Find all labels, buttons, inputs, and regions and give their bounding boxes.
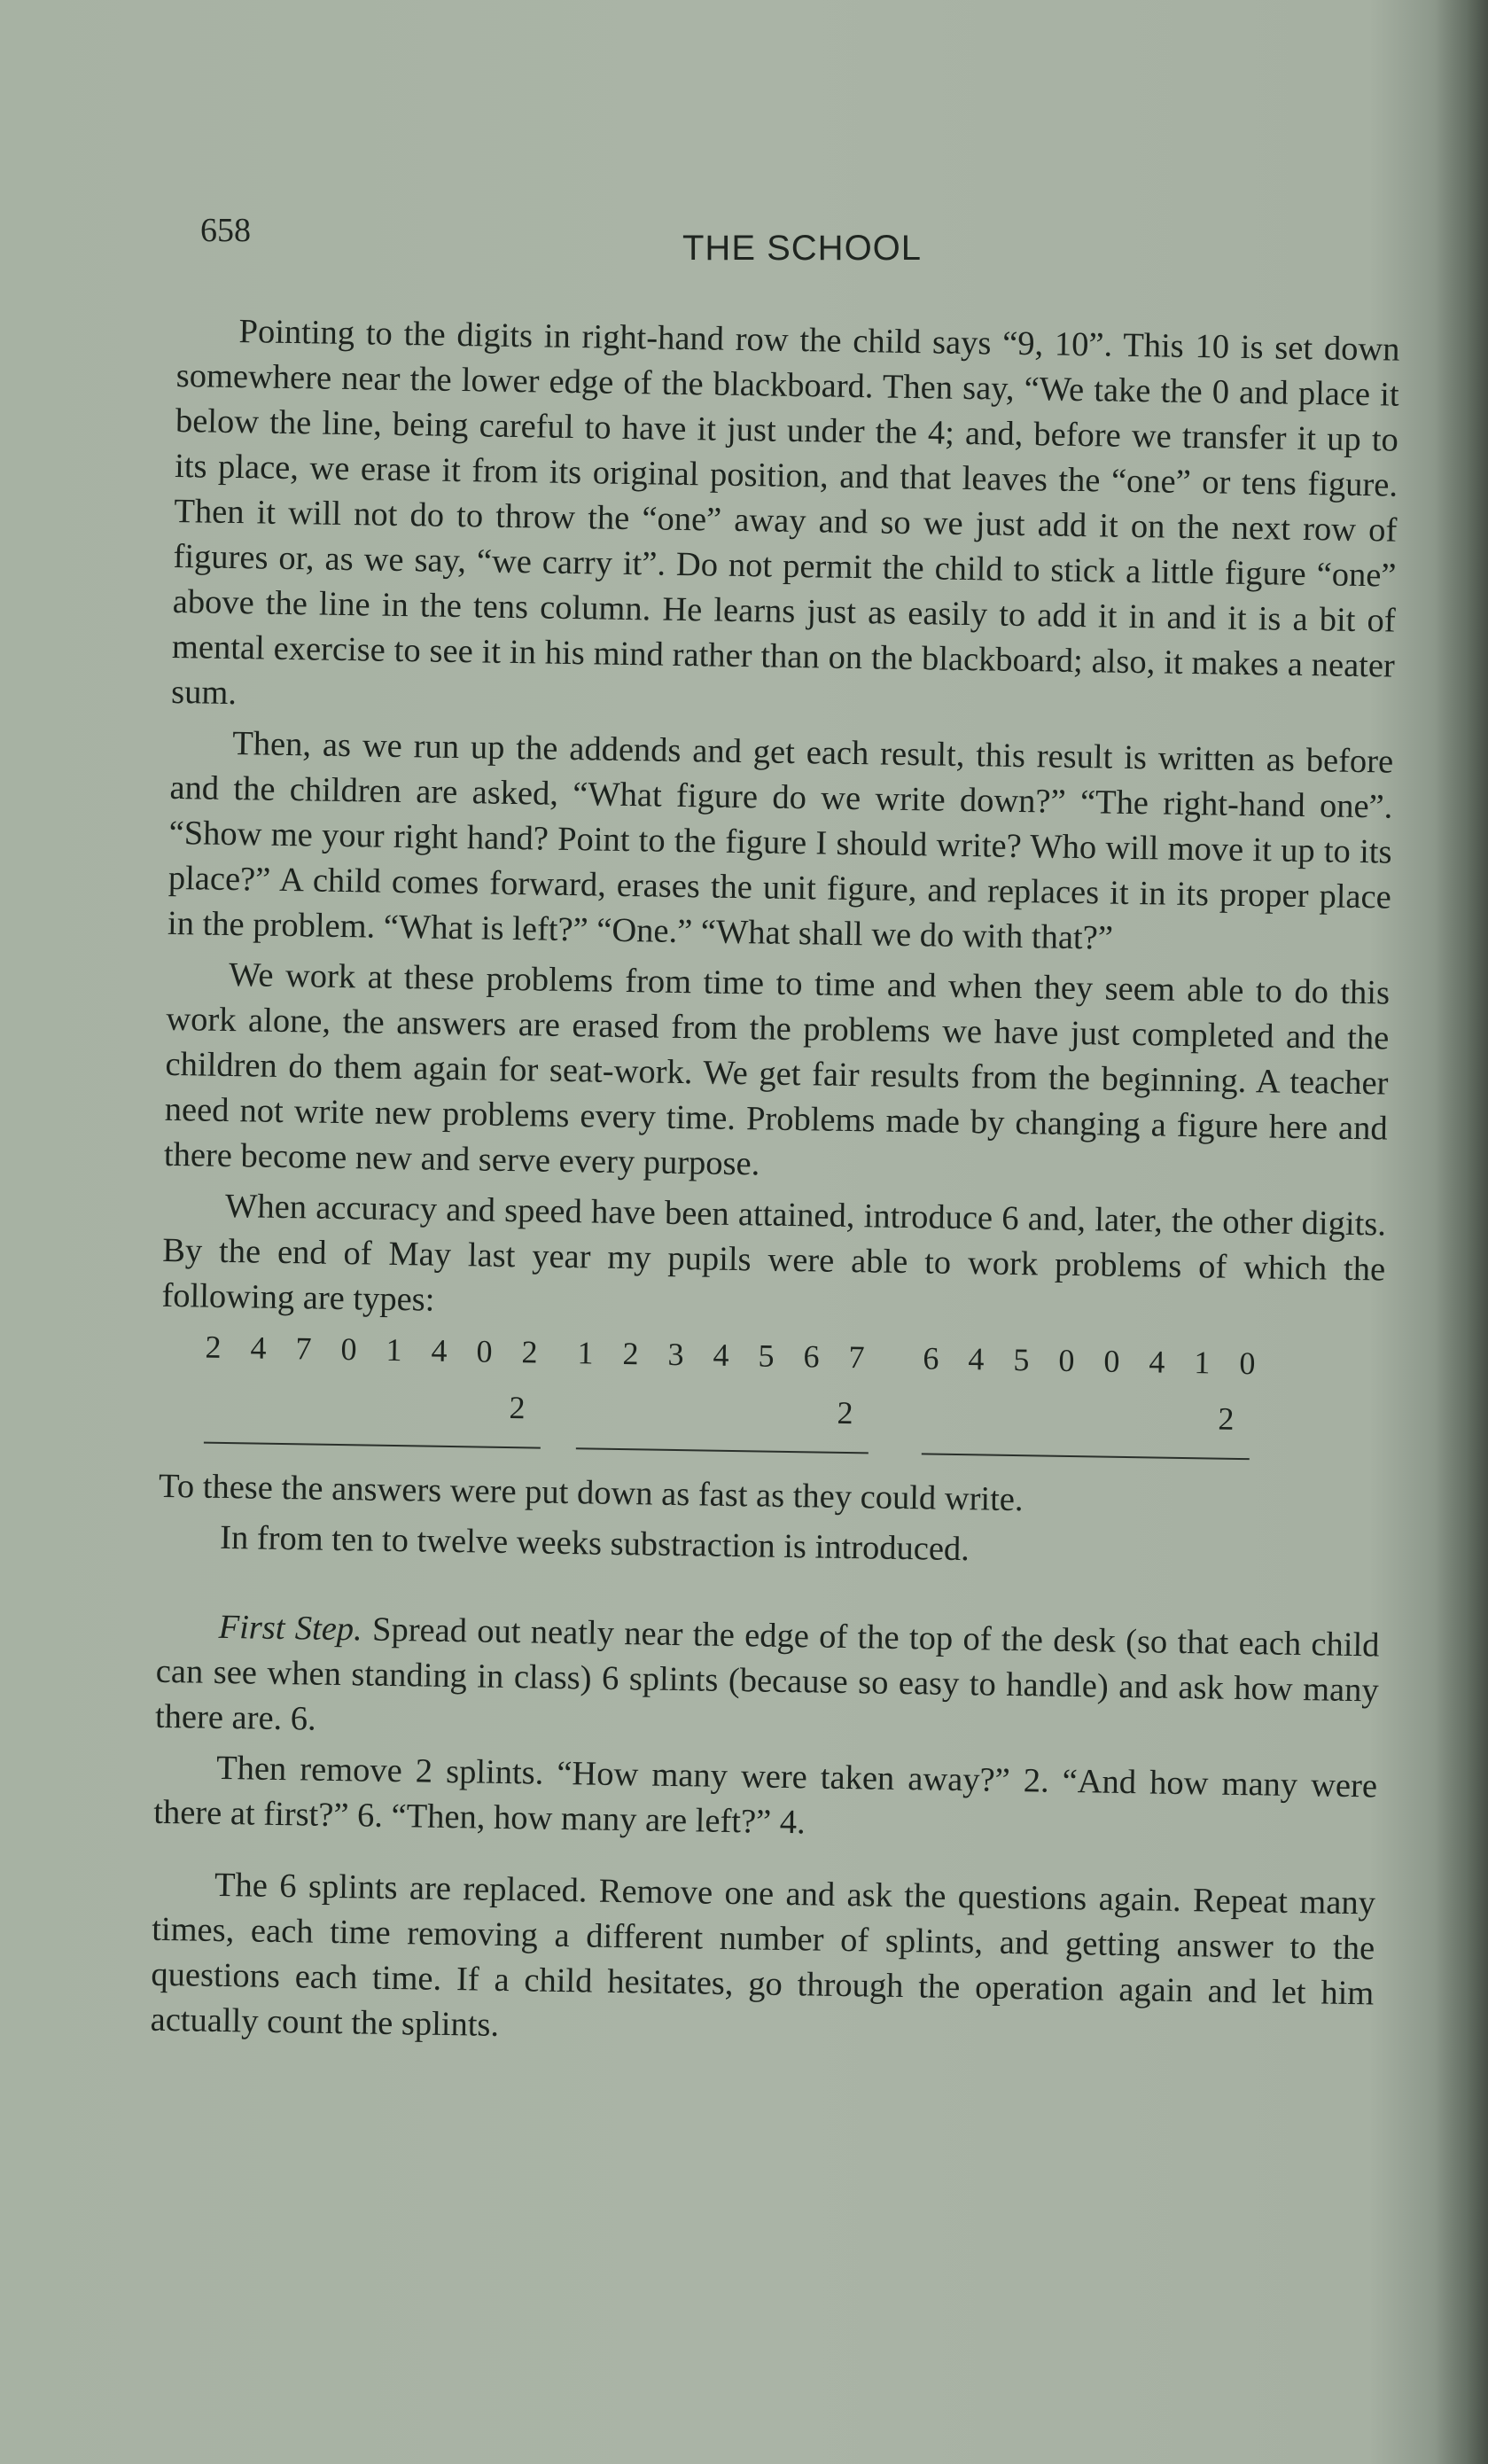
problem-1-rule — [204, 1442, 541, 1449]
paragraph-6: In from ten to twelve weeks substraction is introduced. — [219, 1518, 970, 1569]
first-step-label: First Step. — [218, 1608, 363, 1649]
paragraph-1: Pointing to the digits in right-hand row the child says “9, 10”. This 10 is set down somewhere near the lower edge of the blackboard. Then say, “We take the 0 and place it below the line, being careful to have it just under the 4; and, before we transfer it up to its place, we erase it from its original position, and that leaves the “one” or tens figure. Then it will not do to throw the “one” away and so we just add it on the next row of figures or, as we say, “we carry it”. Do not permit the child to stick a little figure “one” above the line in the tens column. He learns just as easily to add it in and it is a bit of mental exercise to see it in his mind rather than on the blackboard; also, it makes a neater sum. — [170, 313, 1400, 713]
paragraph-4: When accuracy and speed have been attained, introduce 6 and, later, the other digits. By the end of May last year my pupils were able to work problems of which the following are types: — [161, 1187, 1387, 1319]
page-number: 658 — [200, 212, 251, 249]
paragraph-9: The 6 splints are replaced. Remove one and ask the questions again. Repeat many times, each time removing a different number of splints, and getting answer to the questions each time. If a child hesitates, go through the operation again and let him actually count the splints. — [150, 1866, 1376, 2044]
problem-2-digits: 1 2 3 4 5 6 7 — [577, 1335, 876, 1376]
paragraph-7 — [155, 1604, 1380, 1759]
problem-2-rule — [576, 1447, 869, 1454]
problem-3 — [922, 1336, 1266, 1460]
paragraph-3: We work at these problems from time to time and when they seem able to do this work alone, the answers are erased from the problems we have just completed and the children do them again for seat-work. We get fair results from the beginning. A teacher need not write new problems every time. Problems made by changing a figure here and there become new and serve every purpose. — [163, 956, 1391, 1183]
problem-1-digits: 2 4 7 0 1 4 0 2 — [205, 1329, 549, 1370]
paragraph-2: Then, as we run up the addends and get each result, this result is written as before and the children are asked, “What figure do we write down?” “The right-hand one”. “Show me your right hand? Point to the figure I should write? Who will move it up to its place?” A child comes forward, erases the unit figure, and replaces it in its proper place in the problem. “What is left?” “One.” “What shall we do with that?” — [167, 725, 1394, 957]
body-text — [150, 308, 1400, 2067]
problem-3-digits: 6 4 5 0 0 4 1 0 — [923, 1340, 1266, 1382]
problem-1-multiplier: 2 — [509, 1390, 526, 1426]
problem-3-multiplier: 2 — [1218, 1400, 1235, 1437]
problem-3-rule — [922, 1453, 1250, 1460]
problem-2 — [576, 1330, 876, 1454]
paragraph-5: To these the answers were put down as fast as they could write. — [158, 1467, 1024, 1519]
running-head: THE SCHOOL — [682, 229, 923, 268]
problem-1 — [204, 1325, 549, 1449]
problem-2-multiplier: 2 — [837, 1394, 853, 1431]
paragraph-7-text: Spread out neatly near the edge of the top of the desk (so that each child can see when standing in class) 6 splints (because so easy to handle) and ask how many there are. 6. — [154, 1610, 1380, 1738]
paragraph-8: Then remove 2 splints. “How many were taken away?” 2. “And how many were there at first?” 6. “Then, how many are left?” 4. — [153, 1749, 1378, 1842]
page-edge-shadow — [1435, 0, 1488, 2464]
example-problems — [160, 1324, 1384, 1477]
